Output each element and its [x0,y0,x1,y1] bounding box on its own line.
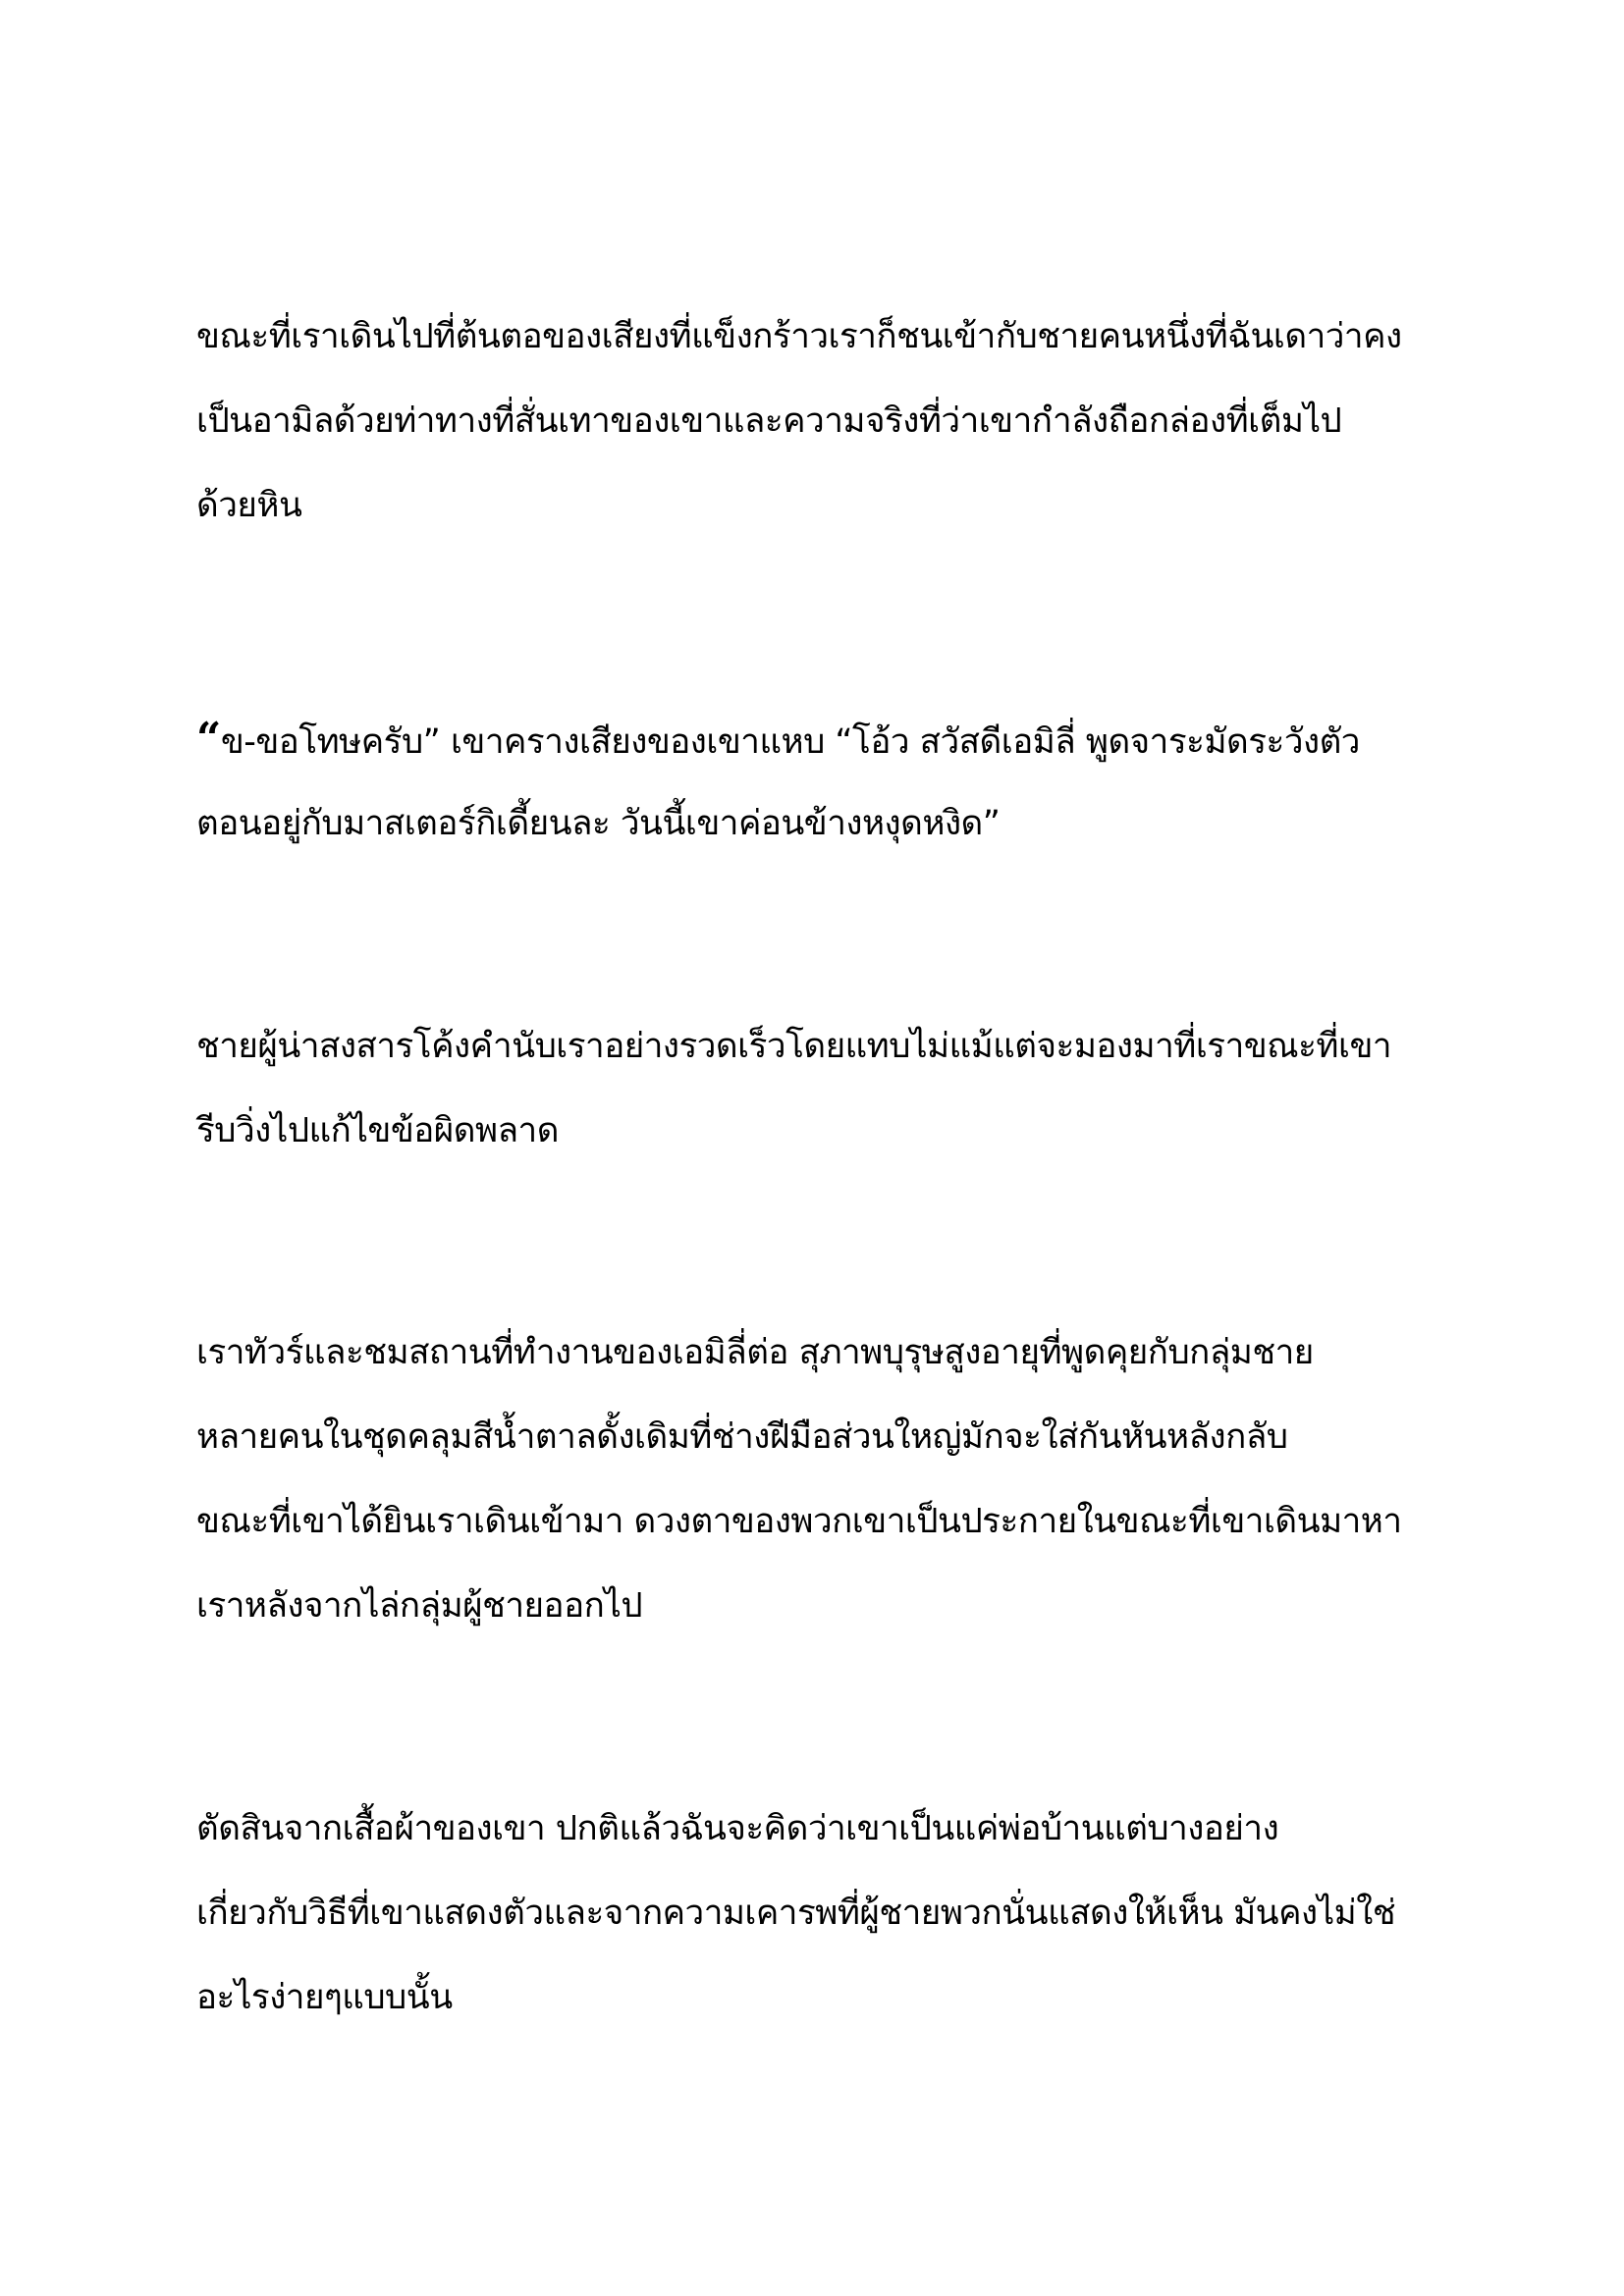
paragraph-line: ขณะที่เขาได้ยินเราเดินเข้ามา ดวงตาของพวกเขาเป็นประกายในขณะที่เขาเดินมาหา [196,1502,1402,1541]
paragraph-4 [196,1310,1443,1648]
paragraph-line: ขณะที่เราเดินไปที่ต้นตอของเสียงที่แข็งกร้าวเราก็ชนเข้ากับชายคนหนึ่งที่ฉันเดาว่าคง [196,317,1402,356]
paragraph-line: ตอนอยู่กับมาสเตอร์กิเดี้ยนละ วันนี้เขาค่อนข้างหงุดหงิด” [196,804,1001,843]
paragraph-line: ด้วยหิน [196,486,302,525]
paragraph-1 [196,294,1443,548]
paragraph-line: รีบวิ่งไปแก้ไขข้อผิดพลาด [196,1111,559,1150]
paragraph-line: ชายผู้น่าสงสารโค้งคำนับเราอย่างรวดเร็วโดยแทบไม่แม้แต่จะมองมาที่เราขณะที่เขา [196,1027,1392,1066]
paragraph-line: เป็นอามิลด้วยท่าทางที่สั่นเทาของเขาและความจริงที่ว่าเขากำลังถือกล่องที่เต็มไป [196,401,1342,441]
paragraph-line: อะไรง่ายๆแบบนั้น [196,1978,453,2017]
opening-quote-mark: “ [196,714,221,764]
paragraph-line-text: ข-ขอโทษครับ” เขาครางเสียงของเขาแหบ “โอ้ว สวัสดีเอมิลี่ พูดจาระมัดระวังตัว [220,722,1360,762]
paragraph-line: หลายคนในชุดคลุมสีน้ำตาลดั้งเดิมที่ช่างฝีมือส่วนใหญ่มักจะใส่กันหันหลังกลับ [196,1417,1288,1457]
paragraph-line: เราทัวร์และชมสถานที่ทำงานของเอมิลี่ต่อ สุภาพบุรุษสูงอายุที่พูดคุยกับกลุ่มชาย [196,1333,1314,1372]
paragraph-2 [196,697,1443,866]
paragraph-line-with-quote [196,697,1443,781]
paragraph-line: เกี่ยวกับวิธีที่เขาแสดงตัวและจากความเคารพที่ผู้ชายพวกนั่นแสดงให้เห็น มันคงไม่ใช่ [196,1894,1396,1933]
paragraph-3 [196,1004,1443,1173]
paragraph-5 [196,1787,1443,2040]
paragraph-line: ตัดสินจากเสื้อผ้าของเขา ปกติแล้วฉันจะคิดว่าเขาเป็นแค่พ่อบ้านแต่บางอย่าง [196,1809,1279,1848]
paragraph-line: เราหลังจากไล่กลุ่มผู้ชายออกไป [196,1586,643,1626]
